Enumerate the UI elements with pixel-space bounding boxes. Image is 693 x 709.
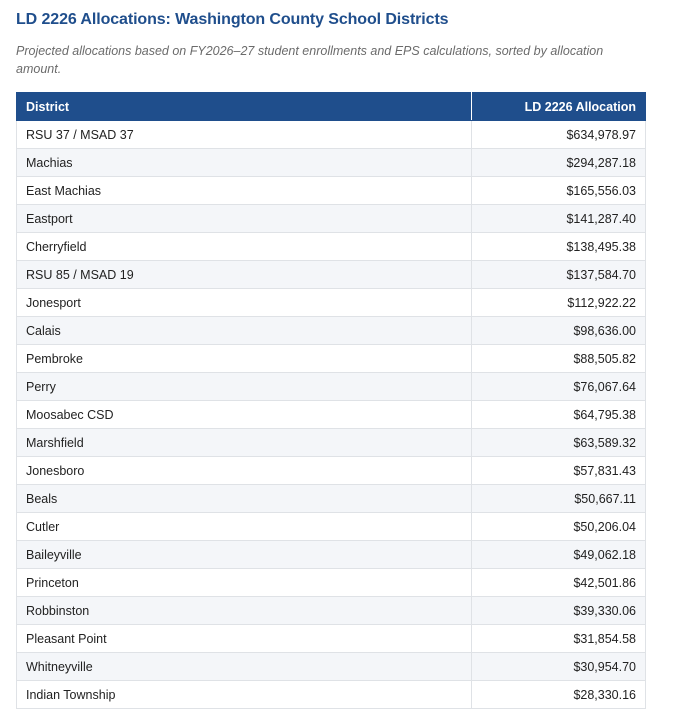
table-row[interactable] [17, 485, 646, 513]
cell-district: Moosabec CSD [17, 401, 472, 429]
cell-allocation: $42,501.86 [472, 569, 646, 597]
cell-allocation: $30,954.70 [472, 653, 646, 681]
cell-district: Baileyville [17, 541, 472, 569]
cell-district: Jonesboro [17, 457, 472, 485]
table-row[interactable] [17, 541, 646, 569]
cell-allocation: $88,505.82 [472, 345, 646, 373]
cell-district: Princeton [17, 569, 472, 597]
cell-district: Perry [17, 373, 472, 401]
cell-allocation: $28,330.16 [472, 681, 646, 709]
page-title: LD 2226 Allocations: Washington County School Districts [16, 11, 449, 28]
column-header-allocation[interactable]: LD 2226 Allocation [472, 93, 646, 121]
cell-allocation: $50,206.04 [472, 513, 646, 541]
cell-allocation: $98,636.00 [472, 317, 646, 345]
table-row[interactable] [17, 569, 646, 597]
cell-district: Beals [17, 485, 472, 513]
table-row[interactable] [17, 149, 646, 177]
cell-district: Robbinston [17, 597, 472, 625]
table-row[interactable] [17, 177, 646, 205]
cell-allocation: $76,067.64 [472, 373, 646, 401]
cell-district: Pleasant Point [17, 625, 472, 653]
table-row[interactable] [17, 681, 646, 709]
table-row[interactable] [17, 205, 646, 233]
table-row[interactable] [17, 457, 646, 485]
table-row[interactable] [17, 429, 646, 457]
table-header [17, 93, 646, 121]
cell-allocation: $112,922.22 [472, 289, 646, 317]
cell-allocation: $50,667.11 [472, 485, 646, 513]
cell-allocation: $57,831.43 [472, 457, 646, 485]
cell-allocation: $49,062.18 [472, 541, 646, 569]
table-body [17, 121, 646, 709]
cell-district: Indian Township [17, 681, 472, 709]
cell-allocation: $39,330.06 [472, 597, 646, 625]
allocations-table-container [16, 92, 645, 709]
table-row[interactable] [17, 121, 646, 149]
cell-district: Marshfield [17, 429, 472, 457]
cell-district: East Machias [17, 177, 472, 205]
cell-district: Calais [17, 317, 472, 345]
cell-district: Machias [17, 149, 472, 177]
table-row[interactable] [17, 317, 646, 345]
cell-allocation: $634,978.97 [472, 121, 646, 149]
cell-allocation: $294,287.18 [472, 149, 646, 177]
cell-allocation: $141,287.40 [472, 205, 646, 233]
table-row[interactable] [17, 233, 646, 261]
table-row[interactable] [17, 401, 646, 429]
table-row[interactable] [17, 345, 646, 373]
table-row[interactable] [17, 653, 646, 681]
table-row[interactable] [17, 261, 646, 289]
cell-allocation: $138,495.38 [472, 233, 646, 261]
table-header-row [17, 93, 646, 121]
cell-district: RSU 37 / MSAD 37 [17, 121, 472, 149]
table-row[interactable] [17, 625, 646, 653]
cell-district: Cutler [17, 513, 472, 541]
cell-district: Cherryfield [17, 233, 472, 261]
cell-allocation: $137,584.70 [472, 261, 646, 289]
column-header-district[interactable]: District [17, 93, 472, 121]
cell-allocation: $64,795.38 [472, 401, 646, 429]
cell-district: Jonesport [17, 289, 472, 317]
table-row[interactable] [17, 289, 646, 317]
cell-district: Eastport [17, 205, 472, 233]
cell-allocation: $31,854.58 [472, 625, 646, 653]
cell-district: RSU 85 / MSAD 19 [17, 261, 472, 289]
cell-allocation: $165,556.03 [472, 177, 646, 205]
page-subtitle: Projected allocations based on FY2026–27 student enrollments and EPS calculations, sorted by allocation amount. [16, 43, 604, 76]
cell-district: Whitneyville [17, 653, 472, 681]
cell-allocation: $63,589.32 [472, 429, 646, 457]
allocations-table [16, 92, 646, 709]
cell-district: Pembroke [17, 345, 472, 373]
table-row[interactable] [17, 373, 646, 401]
table-row[interactable] [17, 597, 646, 625]
table-row[interactable] [17, 513, 646, 541]
